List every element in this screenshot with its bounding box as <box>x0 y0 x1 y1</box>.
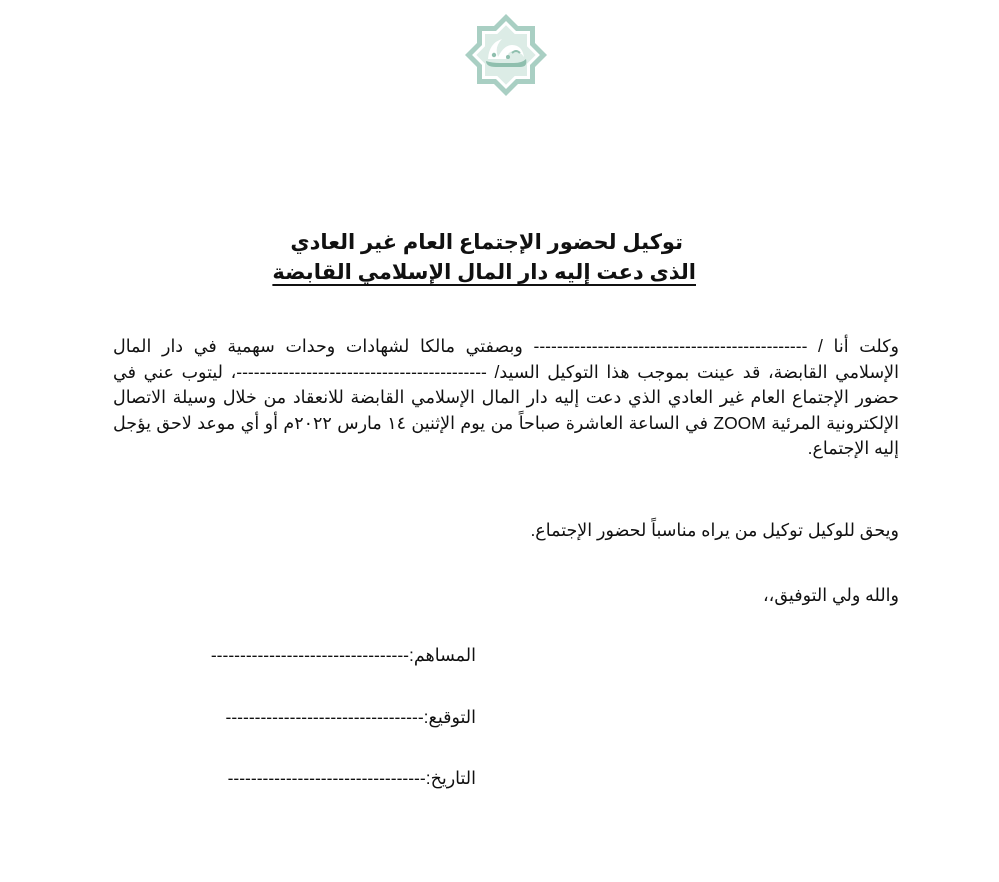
title-line-1: توكيل لحضور الإجتماع العام غير العادي <box>290 231 683 254</box>
proxy-paragraph: وكلت أنا / ----------------------------------------------- وبصفتي مالكا لشهادات وحدات سهمية في دار المال الإسلامي القابضة، قد عينت بموجب هذا التوكيل السيد/ -------------------------------------------، ليتوب عني في حضور الإجتماع العام غير العادي الذي دعت إليه دار المال الإسلامي القابضة للانعقاد من خلال وسيلة الاتصال الإلكترونية المرئية ZOOM في الساعة العاشرة صباحاً من يوم الإثنين ١٤ مارس ٢٠٢٢م أو أي موعد لاحق يؤجل إليه الإجتماع. <box>113 336 899 458</box>
authorization-paragraph: ويحق للوكيل توكيل من يراه مناسباً لحضور الإجتماع. <box>530 520 899 540</box>
document-title <box>200 228 800 288</box>
proxy-body <box>113 334 899 462</box>
closing-line: والله ولي التوفيق،، <box>763 585 899 605</box>
date-field: التاريخ:---------------------------------- <box>227 768 476 788</box>
signature-field: التوقيع:---------------------------------- <box>225 707 476 727</box>
shareholder-field: المساهم:---------------------------------- <box>210 645 476 665</box>
emblem-icon <box>463 12 549 98</box>
title-line-2: الذى دعت إليه دار المال الإسلامي القابضة <box>272 261 696 284</box>
company-logo <box>463 12 549 98</box>
